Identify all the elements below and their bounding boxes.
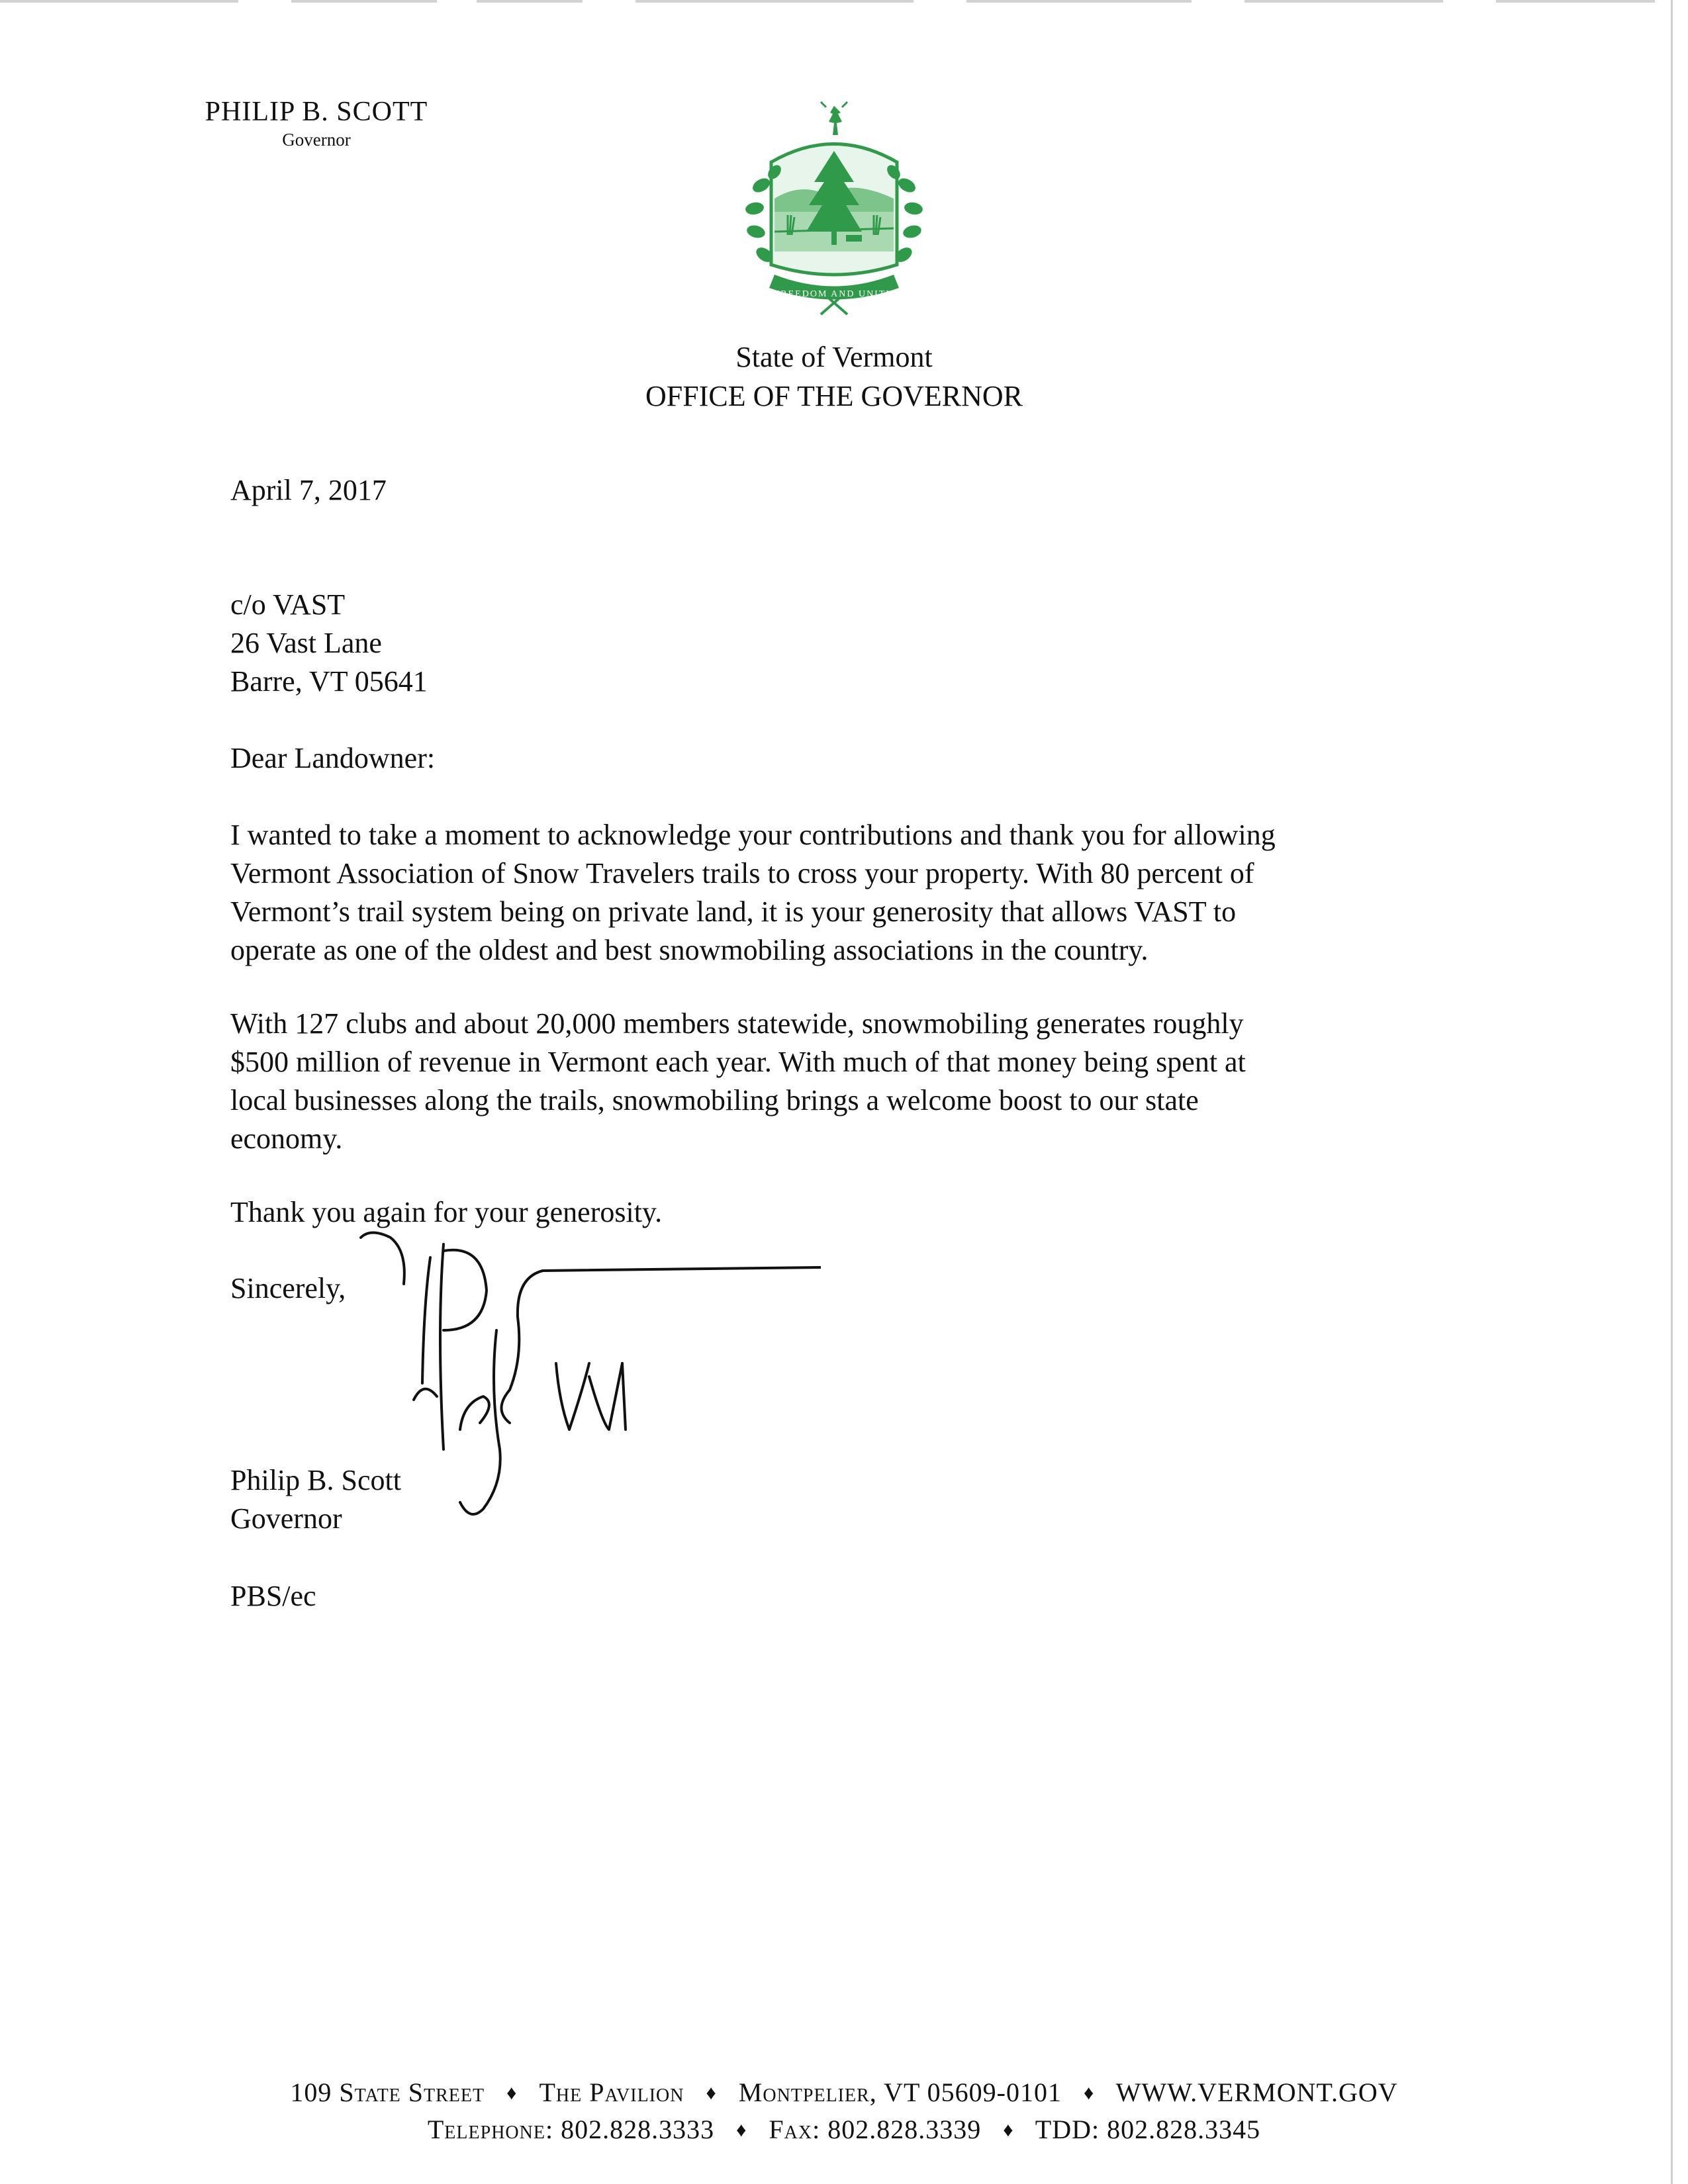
body-paragraph-1 [230,816,1455,970]
separator-diamond-icon: ♦ [506,2082,518,2104]
footer-building: The Pavilion [539,2077,684,2107]
signer-name: Philip B. Scott [230,1464,401,1496]
governor-title: Governor [282,130,351,150]
body-paragraph-2 [230,1005,1455,1158]
tdd-label: TDD: [1035,2115,1100,2144]
footer-website-link[interactable]: WWW.VERMONT.GOV [1115,2077,1398,2107]
letter-date: April 7, 2017 [230,474,387,506]
closing: Sincerely, [230,1272,346,1304]
recipient-line: Barre, VT 05641 [230,665,428,698]
body-line: With 127 clubs and about 20,000 members statewide, snowmobiling generates roughly [230,1007,1244,1040]
typist-initials: PBS/ec [230,1580,316,1612]
fax-number: 802.828.3339 [827,2115,982,2144]
thanks-line: Thank you again for your generosity. [230,1196,663,1228]
footer-city: Montpelier, VT 05609-0101 [738,2077,1062,2107]
recipient-line: c/o VAST [230,588,346,621]
office-state: State of Vermont [735,341,933,373]
office-heading [583,338,1086,416]
svg-text:FREEDOM AND UNITY: FREEDOM AND UNITY [774,289,894,299]
recipient-line: 26 Vast Lane [230,627,382,659]
vermont-seal-logo [735,99,933,318]
telephone-number: 802.828.3333 [561,2115,715,2144]
signer-title: Governor [230,1502,342,1535]
recipient-address [230,586,1455,701]
body-line: economy. [230,1122,343,1155]
governor-header [191,95,442,152]
scan-edge-right [1671,0,1673,2184]
body-line: local businesses along the trails, snowmobiling brings a welcome boost to our state [230,1084,1199,1116]
salutation: Dear Landowner: [230,742,436,774]
separator-diamond-icon: ♦ [1003,2119,1014,2141]
body-line: operate as one of the oldest and best snowmobiling associations in the country. [230,934,1149,966]
telephone-label: Telephone: [427,2115,554,2144]
office-name: OFFICE OF THE GOVERNOR [645,380,1023,412]
fax-label: Fax: [769,2115,821,2144]
footer-contact-line [0,2114,1688,2145]
body-line: I wanted to take a moment to acknowledge your contributions and thank you for allowing [230,819,1276,851]
body-line: Vermont Association of Snow Travelers trails to cross your property. With 80 percent of [230,857,1254,889]
signer-block [230,1461,1455,1538]
separator-diamond-icon: ♦ [736,2119,747,2141]
body-line: Vermont’s trail system being on private land, it is your generosity that allows VAST to [230,895,1237,928]
footer-street: 109 State Street [290,2077,485,2107]
separator-diamond-icon: ♦ [706,2082,717,2104]
body-line: $500 million of revenue in Vermont each year. With much of that money being spent at [230,1046,1246,1078]
governor-name: PHILIP B. SCOTT [205,97,428,127]
scan-edge-top [0,0,1688,4]
tdd-number: 802.828.3345 [1107,2115,1261,2144]
footer-address-line [0,2077,1688,2108]
separator-diamond-icon: ♦ [1083,2082,1095,2104]
